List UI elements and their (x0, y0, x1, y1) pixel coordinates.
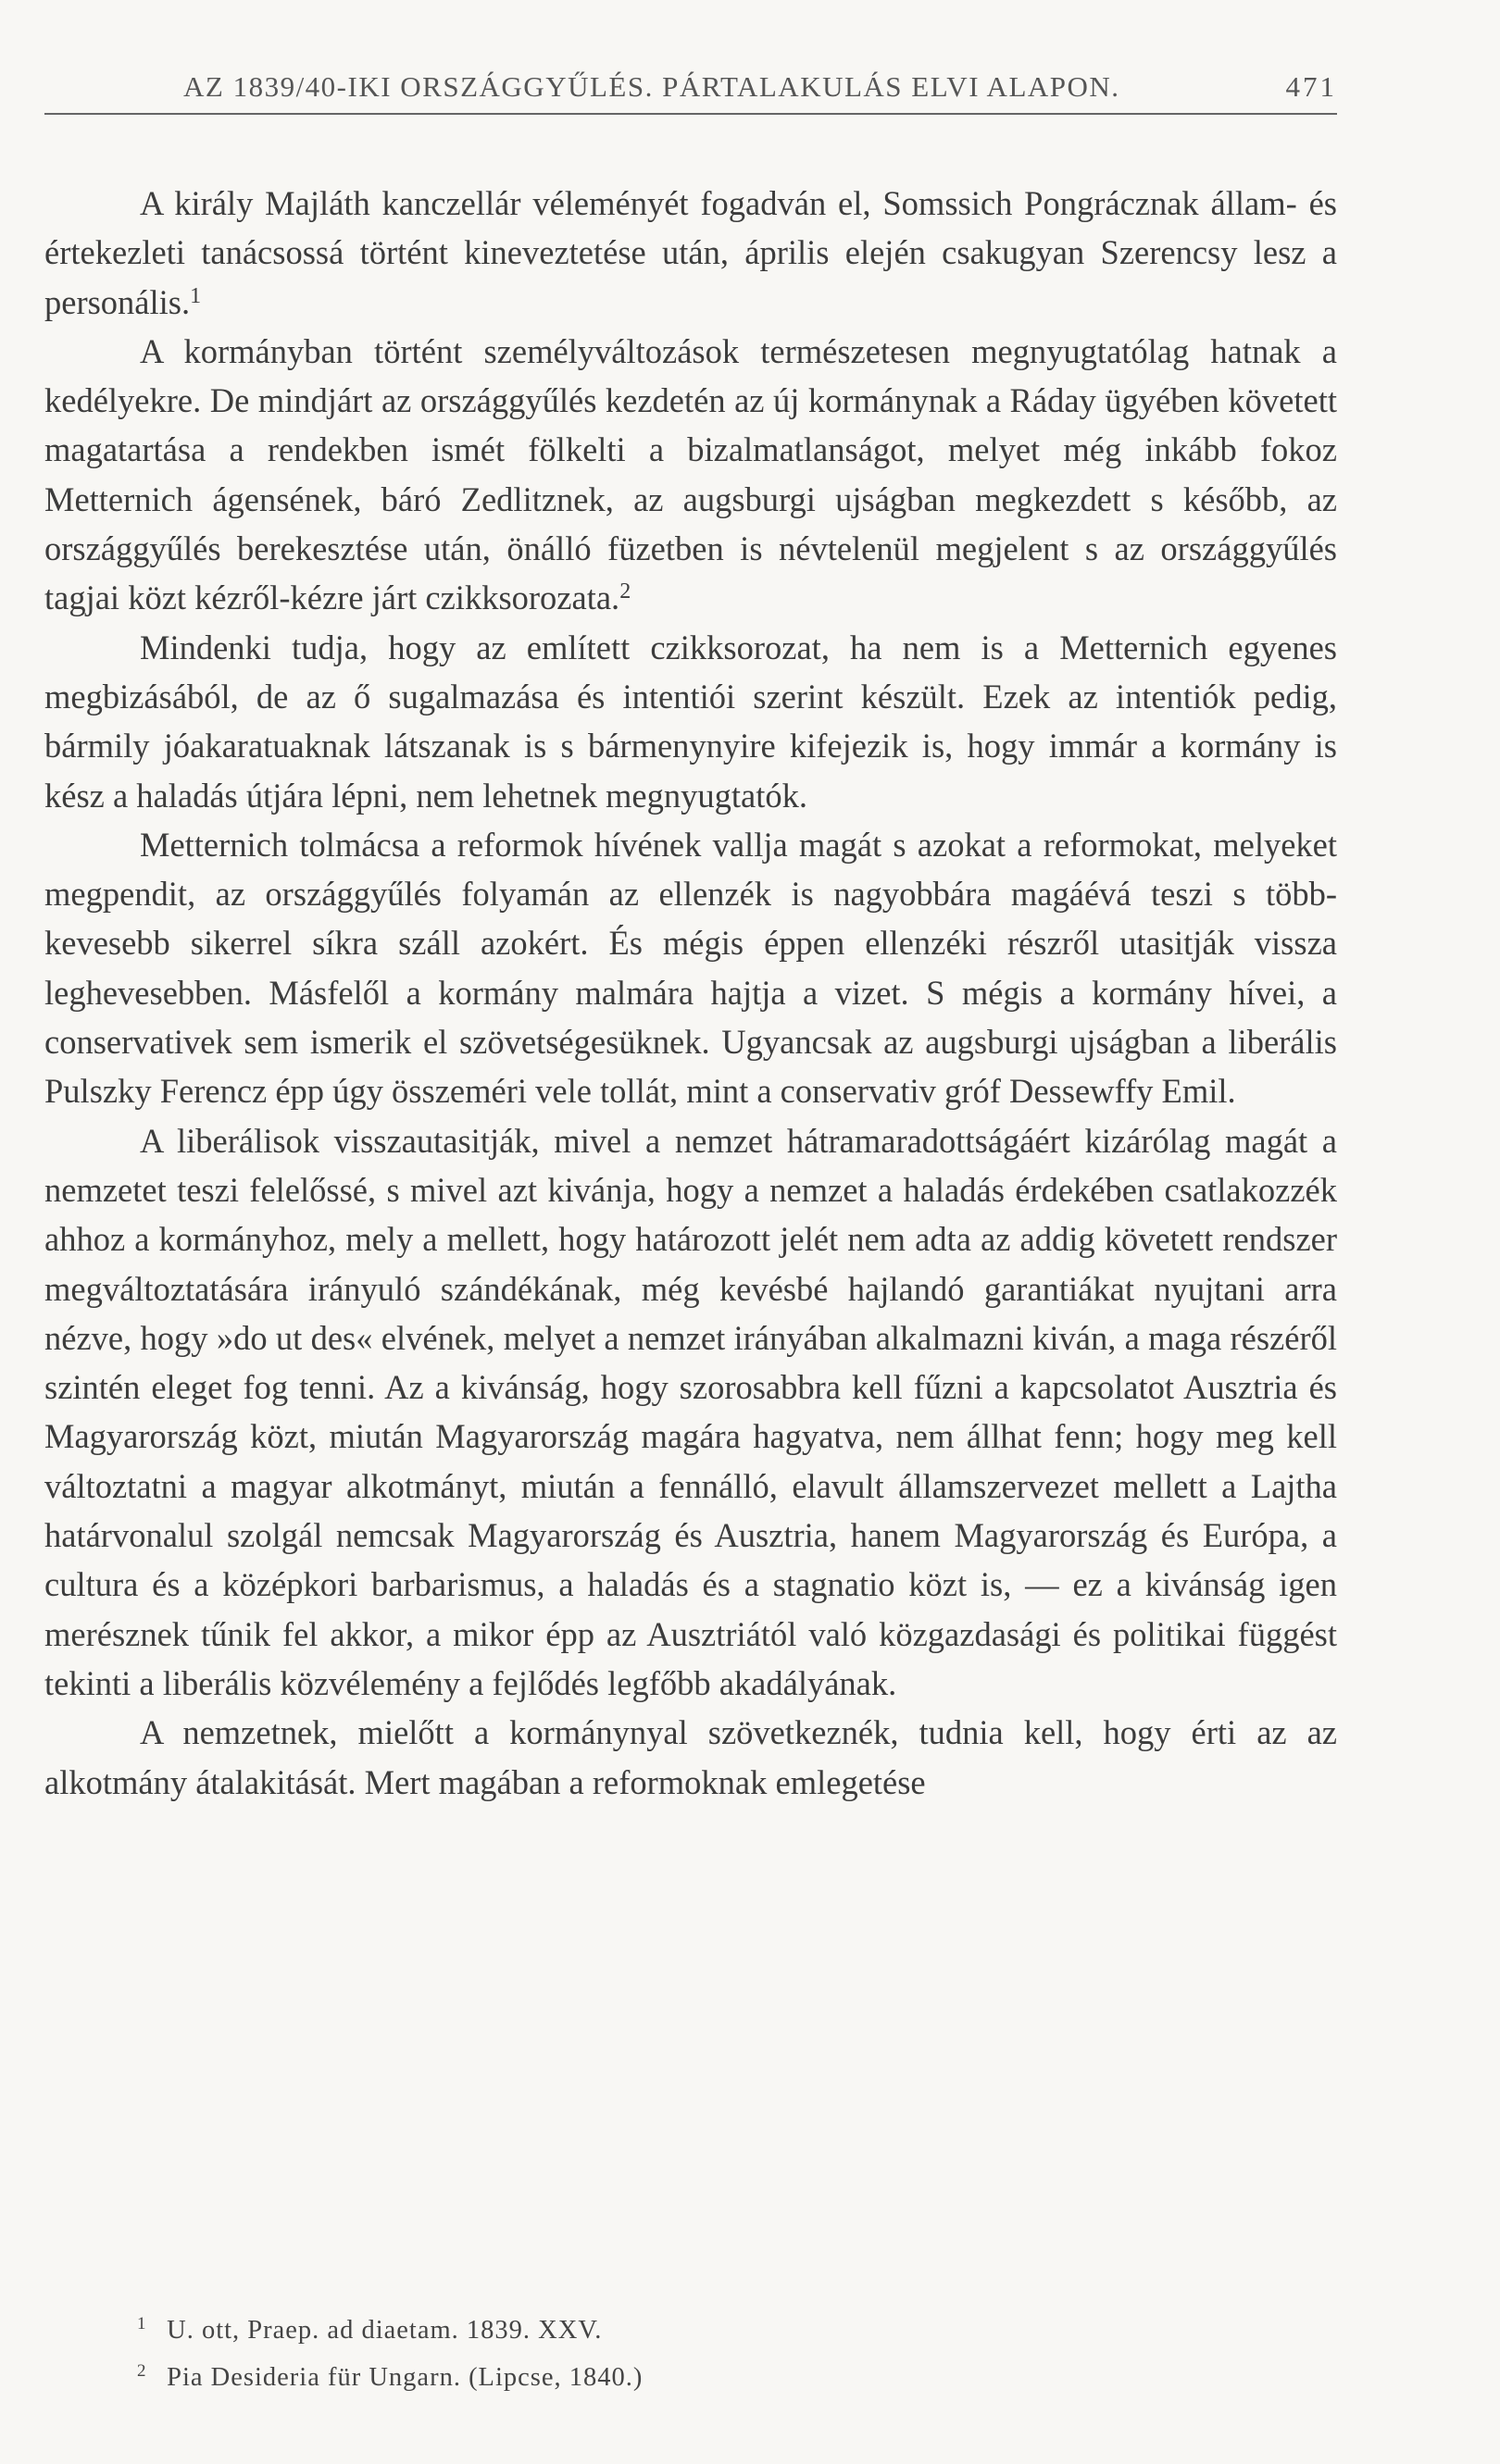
footnote-text: U. ott, Praep. ad diaetam. 1839. XXV. (167, 2316, 603, 2345)
footnote: 1 U. ott, Praep. ad diaetam. 1839. XXV. (137, 2314, 603, 2345)
body-text (44, 179, 1337, 1807)
paragraph-text: Mindenki tudja, hogy az említett czikksorozat, ha nem is a Metternich egyenes megbizásából, de az ő sugalmazása és intentiói szerint készült. Ezek az intentiók pedig, bármily jóakaratuaknak látszanak is s bármenynyire kifejezik is, hogy immár a kormány is kész a haladás útjára lépni, nem lehetnek megnyugtatók. (44, 628, 1337, 815)
paragraph (44, 327, 1337, 623)
paragraph (44, 623, 1337, 820)
running-title: AZ 1839/40-IKI ORSZÁGGYŰLÉS. PÁRTALAKULÁS ELVI ALAPON. (183, 70, 1120, 103)
footnotes (137, 2307, 1156, 2401)
paragraph-text: Metternich tolmácsa a reformok hívének vallja magát s azokat a reformokat, melyeket megpendit, az országgyűlés folyamán az ellenzék is nagyobbára magáévá teszi s több-kevesebb sikerrel síkra száll azokért. És mégis éppen ellenzéki részről utasitják vissza leghevesebben. Másfelől a kormány malmára hajtja a vizet. S mégis a kormány hívei, a conservativek sem ismerik el szövetségesüknek. Ugyancsak az augsburgi ujságban a liberális Pulszky Ferencz épp úgy összeméri vele tollát, mint a conservativ gróf Dessewffy Emil. (44, 825, 1337, 1111)
paragraph-text: A király Majláth kanczellár véleményét fogadván el, Somssich Pongrácznak állam- és értekezleti tanácsossá történt kineveztetése után, április elején csakugyan Szerencsy lesz a personális. (44, 184, 1337, 321)
footnote: 2 Pia Desideria für Ungarn. (Lipcse, 1840.) (137, 2361, 644, 2392)
header-rule (44, 113, 1337, 115)
paragraph-text: A kormányban történt személyváltozások természetesen megnyugtatólag hatnak a kedélyekre. De mindjárt az országgyűlés kezdetén az új kormánynak a Ráday ügyében követett magatartása a rendekben ismét fölkelti a bizalmatlanságot, melyet még inkább fokoz Metternich ágensének, báró Zedlitznek, az augsburgi ujságban megkezdett s később, az országgyűlés berekesztése után, önálló füzetben is névtelenül megjelent s az országgyűlés tagjai közt kézről-kézre járt czikksorozata. (44, 331, 1337, 617)
footnote-text: Pia Desideria für Ungarn. (Lipcse, 1840.) (167, 2363, 644, 2392)
page-number: 471 (1285, 70, 1337, 103)
paragraph (44, 820, 1337, 1116)
paragraph (44, 1116, 1337, 1709)
footnote-reference: 2 (619, 579, 631, 604)
paragraph-text: A liberálisok visszautasitják, mivel a nemzet hátramaradottságáért kizárólag magát a nemzetet teszi felelőssé, s mivel azt kivánja, hogy a nemzet a haladás érdekében csatlakozzék ahhoz a kormányhoz, mely a mellett, hogy határozott jelét nem adta az addig követett rendszer megváltoztatására irányuló szándékának, még kevésbé hajlandó garantiákat nyujtani arra nézve, hogy »do ut des« elvének, melyet a nemzet irányában alkalmazni kiván, a maga részéről szintén eleget fog tenni. Az a kivánság, hogy szorosabbra kell fűzni a kapcsolatot Ausztria és Magyarország közt, miután Magyarország magára hagyatva, nem állhat fenn; hogy meg kell változtatni a magyar alkotmányt, miután a fennálló, elavult államszervezet mellett a Lajtha határvonalul szolgál nemcsak Magyarország és Ausztria, hanem Magyarország és Európa, a cultura és a középkori barbarismus, a haladás és a stagnatio közt is, — ez a kivánság igen merésznek tűnik fel akkor, a mikor épp az Ausztriától való közgazdasági és politikai függést tekinti a liberális közvélemény a fejlődés legfőbb akadályának. (44, 1121, 1337, 1702)
paragraph (44, 1708, 1337, 1807)
paragraph (44, 179, 1337, 327)
paragraph-text: A nemzetnek, mielőtt a kormánynyal szövetkeznék, tudnia kell, hogy érti az az alkotmány átalakitását. Mert magában a reformoknak emlegetése (44, 1713, 1337, 1801)
footnote-reference: 1 (190, 283, 202, 308)
running-head (183, 70, 1337, 111)
